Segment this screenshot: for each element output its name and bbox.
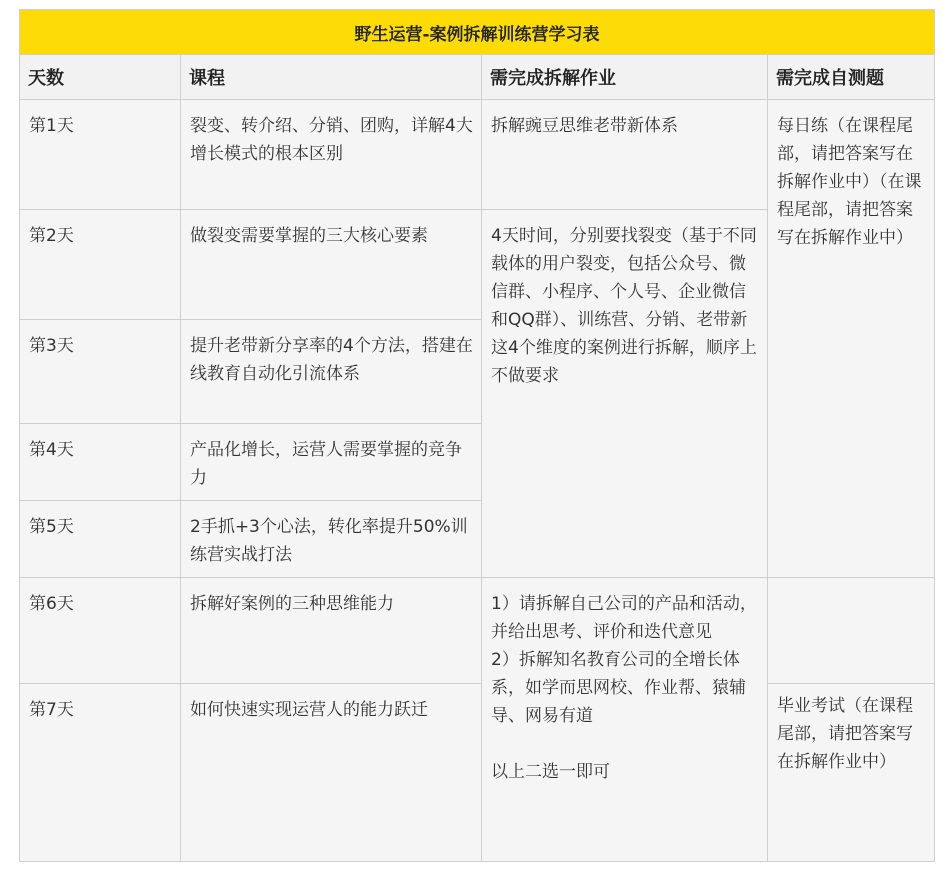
daily-test-cell: 每日练（在课程尾部，请把答案写在拆解作业中）（在课程尾部，请把答案写在拆解作业中） <box>768 100 935 578</box>
header-day: 天数 <box>20 55 181 100</box>
table-row <box>20 684 935 862</box>
course-cell: 提升老带新分享率的4个方法，搭建在线教育自动化引流体系 <box>181 320 482 424</box>
header-test: 需完成自测题 <box>768 55 935 100</box>
spacer <box>491 730 759 758</box>
course-cell: 如何快速实现运营人的能力跃迁 <box>181 684 482 862</box>
day-cell: 第7天 <box>20 684 181 862</box>
blank-test-cell <box>768 578 935 684</box>
final-test-cell: 毕业考试（在课程尾部，请把答案写在拆解作业中） <box>768 684 935 862</box>
course-cell: 裂变、转介绍、分销、团购，详解4大增长模式的根本区别 <box>181 100 482 210</box>
day-cell: 第2天 <box>20 210 181 320</box>
day-cell: 第4天 <box>20 424 181 501</box>
table-title: 野生运营-案例拆解训练营学习表 <box>20 10 935 55</box>
day-cell: 第6天 <box>20 578 181 684</box>
homework-choice-note: 以上二选一即可 <box>491 762 610 782</box>
homework-cell-day6-7 <box>482 578 768 862</box>
course-cell: 产品化增长，运营人需要掌握的竞争力 <box>181 424 482 501</box>
course-cell: 拆解好案例的三种思维能力 <box>181 578 482 684</box>
study-table <box>19 9 935 862</box>
header-course: 课程 <box>181 55 482 100</box>
table-row <box>20 578 935 684</box>
day-cell: 第3天 <box>20 320 181 424</box>
study-table-sheet <box>19 9 934 858</box>
table-row <box>20 100 935 210</box>
homework-cell-day2-5: 4天时间，分别要找裂变（基于不同载体的用户裂变，包括公众号、微信群、小程序、个人号、企业微信和QQ群）、训练营、分销、老带新这4个维度的案例进行拆解，顺序上不做要求 <box>482 210 768 578</box>
course-cell: 做裂变需要掌握的三大核心要素 <box>181 210 482 320</box>
homework-option-2: 2）拆解知名教育公司的全增长体系，如学而思网校、作业帮、猿辅导、网易有道 <box>491 650 746 726</box>
homework-option-1: 1）请拆解自己公司的产品和活动，并给出思考、评价和迭代意见 <box>491 594 757 642</box>
day-cell: 第5天 <box>20 501 181 578</box>
header-homework: 需完成拆解作业 <box>482 55 768 100</box>
homework-cell-day1: 拆解豌豆思维老带新体系 <box>482 100 768 210</box>
course-cell: 2手抓+3个心法，转化率提升50%训练营实战打法 <box>181 501 482 578</box>
day-cell: 第1天 <box>20 100 181 210</box>
